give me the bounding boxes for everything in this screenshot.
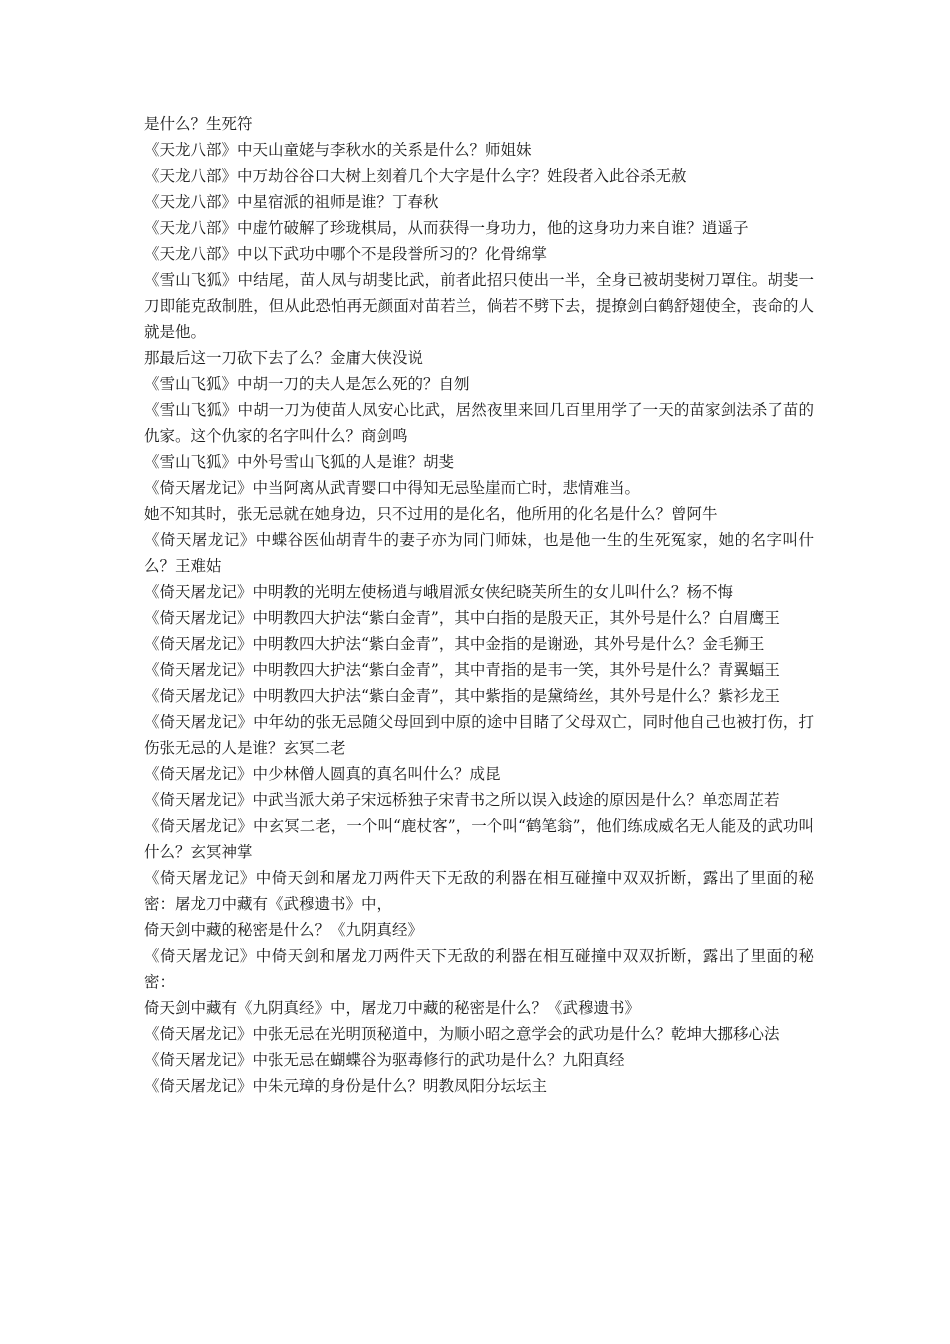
text-line: 《倚天屠龙记》中武当派大弟子宋远桥独子宋青书之所以误入歧途的原因是什么？单恋周芷若 — [144, 791, 780, 809]
text-line: 《雪山飞狐》中结尾，苗人凤与胡斐比武，前者此招只使出一半，全身已被胡斐树刀罩住。胡斐一刀即能克敌制胜，但从此恐怕再无颜面对苗若兰，倘若不劈下去，提撩剑白鹤舒翅使全，丧命的人就是他。 — [144, 271, 814, 341]
text-line: 倚天剑中藏有《九阴真经》中，屠龙刀中藏的秘密是什么？《武穆遗书》 — [144, 999, 641, 1017]
text-line: 那最后这一刀砍下去了么？金庸大侠没说 — [144, 349, 424, 367]
text-line: 《倚天屠龙记》中倚天剑和屠龙刀两件天下无敌的利器在相互碰撞中双双折断，露出了里面的秘密：屠龙刀中藏有《武穆遗书》中， — [144, 869, 814, 913]
text-line: 《倚天屠龙记》中明教四大护法“紫白金青”，其中金指的是谢逊，其外号是什么？金毛狮王 — [144, 635, 765, 653]
text-line: 《倚天屠龙记》中张无忌在光明顶秘道中，为顺小昭之意学会的武功是什么？乾坤大挪移心法 — [144, 1025, 780, 1043]
text-line: 《倚天屠龙记》中张无忌在蝴蝶谷为驱毒修行的武功是什么？九阳真经 — [144, 1051, 625, 1069]
text-line: 《雪山飞狐》中外号雪山飞狐的人是谁？胡斐 — [144, 453, 455, 471]
text-line: 《倚天屠龙记》中少林僧人圆真的真名叫什么？成昆 — [144, 765, 501, 783]
text-line: 是什么？生死符 — [144, 115, 253, 133]
text-line: 倚天剑中藏的秘密是什么？《九阴真经》 — [144, 921, 424, 939]
text-line: 《倚天屠龙记》中当阿离从武青婴口中得知无忌坠崖而亡时，悲情难当。 — [144, 479, 641, 497]
text-line: 《天龙八部》中天山童姥与李秋水的关系是什么？师姐妹 — [144, 141, 532, 159]
text-line: 《天龙八部》中万劫谷谷口大树上刻着几个大字是什么字？姓段者入此谷杀无赦 — [144, 167, 687, 185]
text-line: 《天龙八部》中星宿派的祖师是谁？丁春秋 — [144, 193, 439, 211]
text-line: 《倚天屠龙记》中明教四大护法“紫白金青”，其中青指的是韦一笑，其外号是什么？青翼蝠王 — [144, 661, 780, 679]
text-line: 《倚天屠龙记》中蝶谷医仙胡青牛的妻子亦为同门师妹，也是他一生的生死冤家，她的名字叫什么？王难姑 — [144, 531, 814, 575]
text-line: 《倚天屠龙记》中朱元璋的身份是什么？明教凤阳分坛坛主 — [144, 1077, 548, 1095]
text-line: 《倚天屠龙记》中明教四大护法“紫白金青”，其中紫指的是黛绮丝，其外号是什么？紫衫龙王 — [144, 687, 780, 705]
text-line: 《雪山飞狐》中胡一刀的夫人是怎么死的？自刎 — [144, 375, 470, 393]
text-line: 《倚天屠龙记》中倚天剑和屠龙刀两件天下无敌的利器在相互碰撞中双双折断，露出了里面的秘密： — [144, 947, 814, 991]
text-line: 《天龙八部》中以下武功中哪个不是段誉所习的？化骨绵掌 — [144, 245, 548, 263]
text-line: 她不知其时，张无忌就在她身边，只不过用的是化名，他所用的化名是什么？曾阿牛 — [144, 505, 718, 523]
text-line: 《倚天屠龙记》中年幼的张无忌随父母回到中原的途中目睹了父母双亡，同时他自己也被打伤，打伤张无忌的人是谁？玄冥二老 — [144, 713, 814, 757]
text-line: 《雪山飞狐》中胡一刀为使苗人凤安心比武，居然夜里来回几百里用学了一天的苗家剑法杀了苗的仇家。这个仇家的名字叫什么？商剑鸣 — [144, 401, 814, 445]
text-line: 《倚天屠龙记》中明教四大护法“紫白金青”，其中白指的是殷天正，其外号是什么？白眉鹰王 — [144, 609, 780, 627]
text-line: 《倚天屠龙记》中玄冥二老，一个叫“鹿杖客”，一个叫“鹤笔翁”，他们练成威名无人能及的武功叫什么？玄冥神掌 — [144, 817, 814, 861]
text-line: 《天龙八部》中虚竹破解了珍珑棋局，从而获得一身功力，他的这身功力来自谁？逍遥子 — [144, 219, 749, 237]
document-body — [144, 111, 814, 1099]
text-line: 《倚天屠龙记》中明教的光明左使杨逍与峨眉派女侠纪晓芙所生的女儿叫什么？杨不悔 — [144, 583, 734, 601]
